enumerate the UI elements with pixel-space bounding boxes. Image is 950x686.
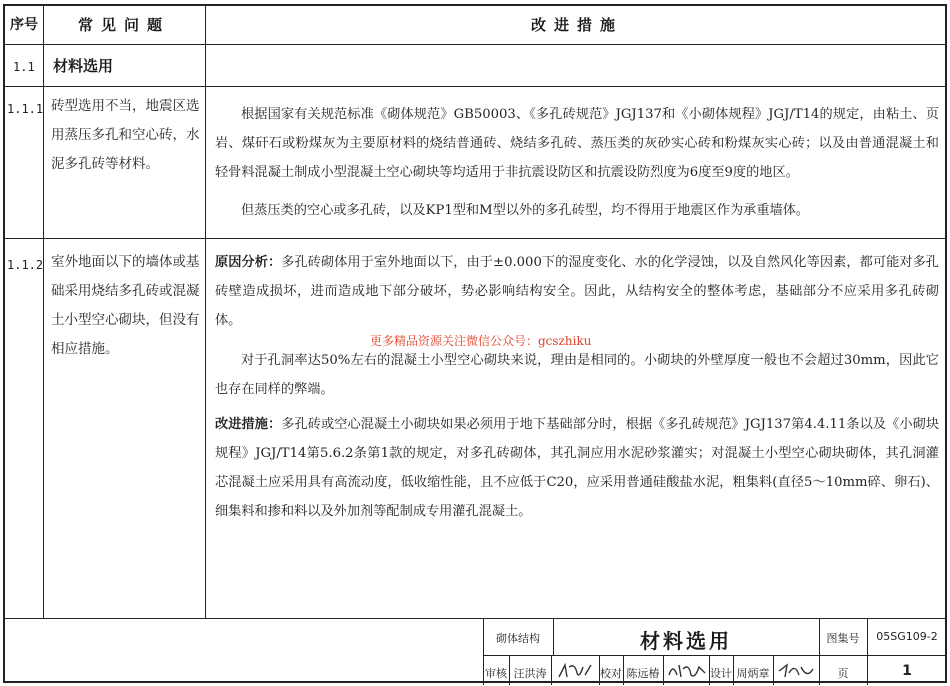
header-no: 序号 — [10, 17, 38, 33]
watermark-text: 更多精品资源关注微信公众号：gcszhiku — [370, 334, 592, 348]
designer-signature — [777, 661, 817, 685]
tb-review-label: 审核 — [485, 667, 507, 680]
cause-paragraph — [215, 248, 939, 335]
titleblock-divider — [5, 618, 945, 619]
tb-atlas-label: 图集号 — [826, 632, 860, 645]
tb-mid-line — [483, 655, 945, 656]
tb-page-no: 1 — [902, 663, 912, 679]
tb-sub-8 — [773, 655, 774, 685]
measure-paragraph: 根据国家有关规范标准《砌体规范》GB50003、《多孔砖规范》JGJ137和《小砌体规程》JGJ/T14的规定，由粘土、页岩、煤矸石或粉煤灰为主要原材料的烧结普通砖、烧结多孔砖、蒸压类的灰砂实心砖和粉煤灰实心砖；以及由普通混凝土和轻骨料混凝土制成小型混凝土空心砌块等均适用于非抗震设防区和抗震设防烈度为6度至9度的地区。 — [215, 107, 939, 180]
cause-text: 多孔砖砌体用于室外地面以下，由于±0.000下的湿度变化、水的化学浸蚀，以及自然风化等因素，都可能对多孔砖壁造成损坏，进而造成地下部分破坏，势必影响结构安全。因此，从结构安全的整体考虑，基础部分不应采用多孔砖砌体。 — [215, 255, 939, 328]
tb-category: 砌体结构 — [496, 632, 540, 645]
tb-sub-2 — [551, 655, 552, 685]
section-no: 1.1 — [13, 60, 35, 74]
tb-page-label: 页 — [837, 667, 849, 680]
row-issue: 砖型选用不当，地震区选用蒸压多孔和空心砖，水泥多孔砖等材料。 — [51, 98, 200, 172]
measure-paragraph — [215, 410, 939, 526]
tb-designer: 周炳章 — [736, 667, 770, 680]
tb-check-label: 校对 — [600, 667, 622, 680]
header-problem: 常见问题 — [77, 16, 170, 34]
measure-paragraph: 但蒸压类的空心或多孔砖，以及KP1型和M型以外的多孔砖型，均不得用于地震区作为承重墙体。 — [241, 203, 810, 218]
row-no: 1.1.1 — [7, 102, 44, 116]
cause-label: 原因分析： — [215, 255, 282, 270]
tb-atlas-no: 05SG109-2 — [876, 630, 938, 643]
tb-title: 材料选用 — [640, 629, 732, 653]
section-divider — [5, 86, 945, 87]
section-title: 材料选用 — [53, 57, 114, 75]
col-divider-1 — [43, 6, 44, 618]
measure-label: 改进措施： — [215, 417, 282, 432]
reviewer-signature — [557, 661, 595, 685]
header-measure: 改进措施 — [530, 16, 623, 34]
col-divider-2 — [205, 6, 206, 618]
row-no: 1.1.2 — [7, 258, 44, 272]
row-issue: 室外地面以下的墙体或基础采用烧结多孔砖或混凝土小型空心砌块，但没有相应措施。 — [51, 254, 200, 357]
row-divider — [5, 238, 945, 239]
checker-signature — [667, 661, 707, 685]
drawing-sheet — [3, 4, 947, 683]
tb-design-label: 设计 — [710, 667, 732, 680]
tb-reviewer: 汪洪涛 — [513, 667, 547, 680]
tb-checker: 陈远椿 — [626, 667, 660, 680]
tb-sub-5 — [663, 655, 664, 685]
measure-text: 多孔砖或空心混凝土小砌块如果必须用于地下基础部分时，根据《多孔砖规范》JGJ137第4.4.11条以及《小砌块规程》JGJ/T14第5.6.2条第1款的规定，对多孔砖砌体，其孔洞应用水泥砂浆灌实；对混凝土小型空心砌块砌体，其孔洞灌芯混凝土应采用具有高流动度，低收缩性能，且不应低于C20，应采用普通硅酸盐水泥，粗集料(直径5～10mm碎、卵石)、细集料和掺和料以及外加剂等配制成专用灌孔混凝土。 — [215, 417, 939, 519]
cause-paragraph-2: 对于孔洞率达50%左右的混凝土小型空心砌块来说，理由是相同的。小砌块的外壁厚度一般也不会超过30mm，因此它也存在同样的弊端。 — [215, 353, 939, 397]
header-divider — [5, 44, 945, 45]
